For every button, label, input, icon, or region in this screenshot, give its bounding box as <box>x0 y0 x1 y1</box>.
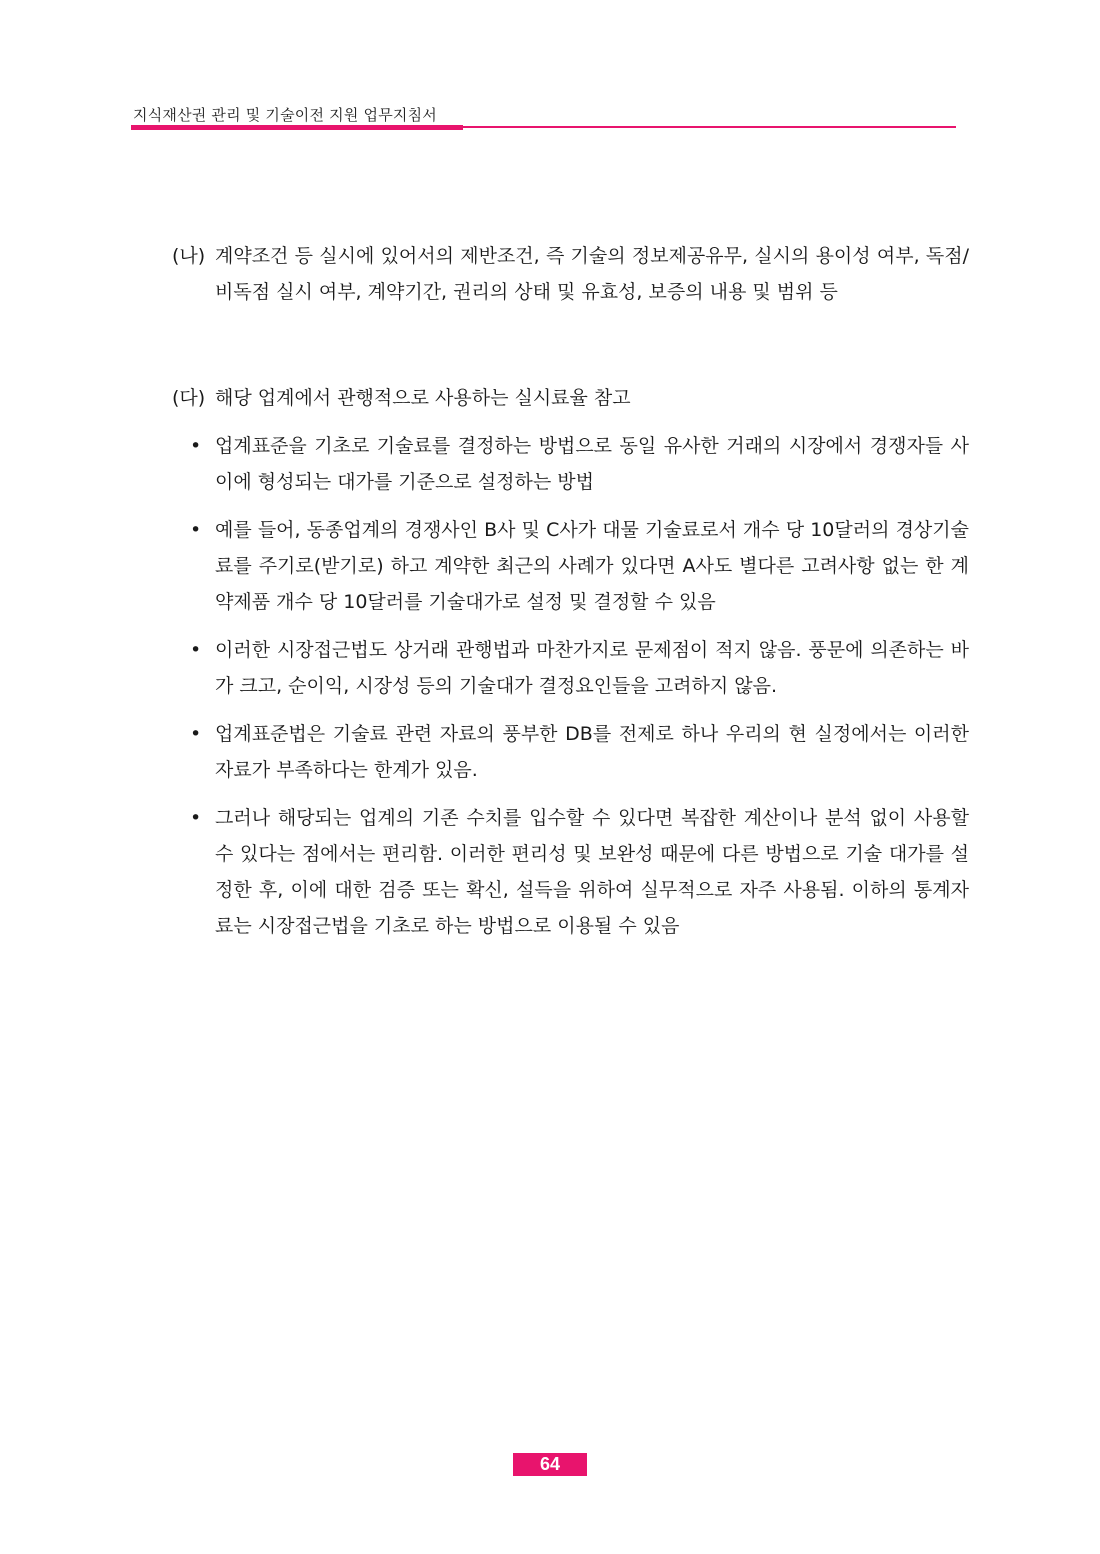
bullet-dot-icon: • <box>190 639 202 661</box>
bullet-dot-icon: • <box>190 435 202 457</box>
bullet-text: 업계표준을 기초로 기술료를 결정하는 방법으로 동일 유사한 거래의 시장에서 경쟁자들 사이에 형성되는 대가를 기준으로 설정하는 방법 <box>215 435 969 493</box>
bullet-dot-icon: • <box>190 723 202 745</box>
bullet-text: 이러한 시장접근법도 상거래 관행법과 마찬가지로 문제점이 적지 않음. 풍문에 의존하는 바가 크고, 순이익, 시장성 등의 기술대가 결정요인들을 고려하지 않음. <box>215 639 969 697</box>
bullet-text: 업계표준법은 기술료 관련 자료의 풍부한 DB를 전제로 하나 우리의 현 실정에서는 이러한 자료가 부족하다는 한계가 있음. <box>215 723 969 781</box>
section-text: 계약조건 등 실시에 있어서의 제반조건, 즉 기술의 정보제공유무, 실시의 용이성 여부, 독점/비독점 실시 여부, 계약기간, 권리의 상태 및 유효성, 보증의 내용 및 범위 등 <box>215 245 969 303</box>
section-text: 해당 업계에서 관행적으로 사용하는 실시료율 참고 <box>215 387 631 409</box>
section-da <box>172 380 969 416</box>
bullet-dot-icon: • <box>190 807 202 829</box>
bullet-item <box>172 512 969 620</box>
bullet-text: 그러나 해당되는 업계의 기존 수치를 입수할 수 있다면 복잡한 계산이나 분석 없이 사용할 수 있다는 점에서는 편리함. 이러한 편리성 및 보완성 때문에 다른 방법으로 기술 대가를 설정한 후, 이에 대한 검증 또는 확신, 설득을 위하여 실무적으로 자주 사용됨. 이하의 통계자료는 시장접근법을 기초로 하는 방법으로 이용될 수 있음 <box>215 807 969 937</box>
section-marker: (다) <box>172 387 206 409</box>
bullet-item <box>172 800 969 944</box>
bullet-item <box>172 632 969 704</box>
bullet-item <box>172 428 969 500</box>
page-number-badge: 64 <box>513 1453 587 1476</box>
bullet-dot-icon: • <box>190 519 202 541</box>
header-accent-bar <box>131 125 463 130</box>
bullet-text: 예를 들어, 동종업계의 경쟁사인 B사 및 C사가 대물 기술료로서 개수 당 10달러의 경상기술료를 주기로(받기로) 하고 계약한 최근의 사례가 있다면 A사도 별다른 고려사항 없는 한 계약제품 개수 당 10달러를 기술대가로 설정 및 결정할 수 있음 <box>215 519 969 613</box>
section-marker: (나) <box>172 245 206 267</box>
bullet-item <box>172 716 969 788</box>
document-body <box>172 238 969 956</box>
section-na <box>172 238 969 310</box>
running-header-title: 지식재산권 관리 및 기술이전 지원 업무지침서 <box>133 106 437 124</box>
